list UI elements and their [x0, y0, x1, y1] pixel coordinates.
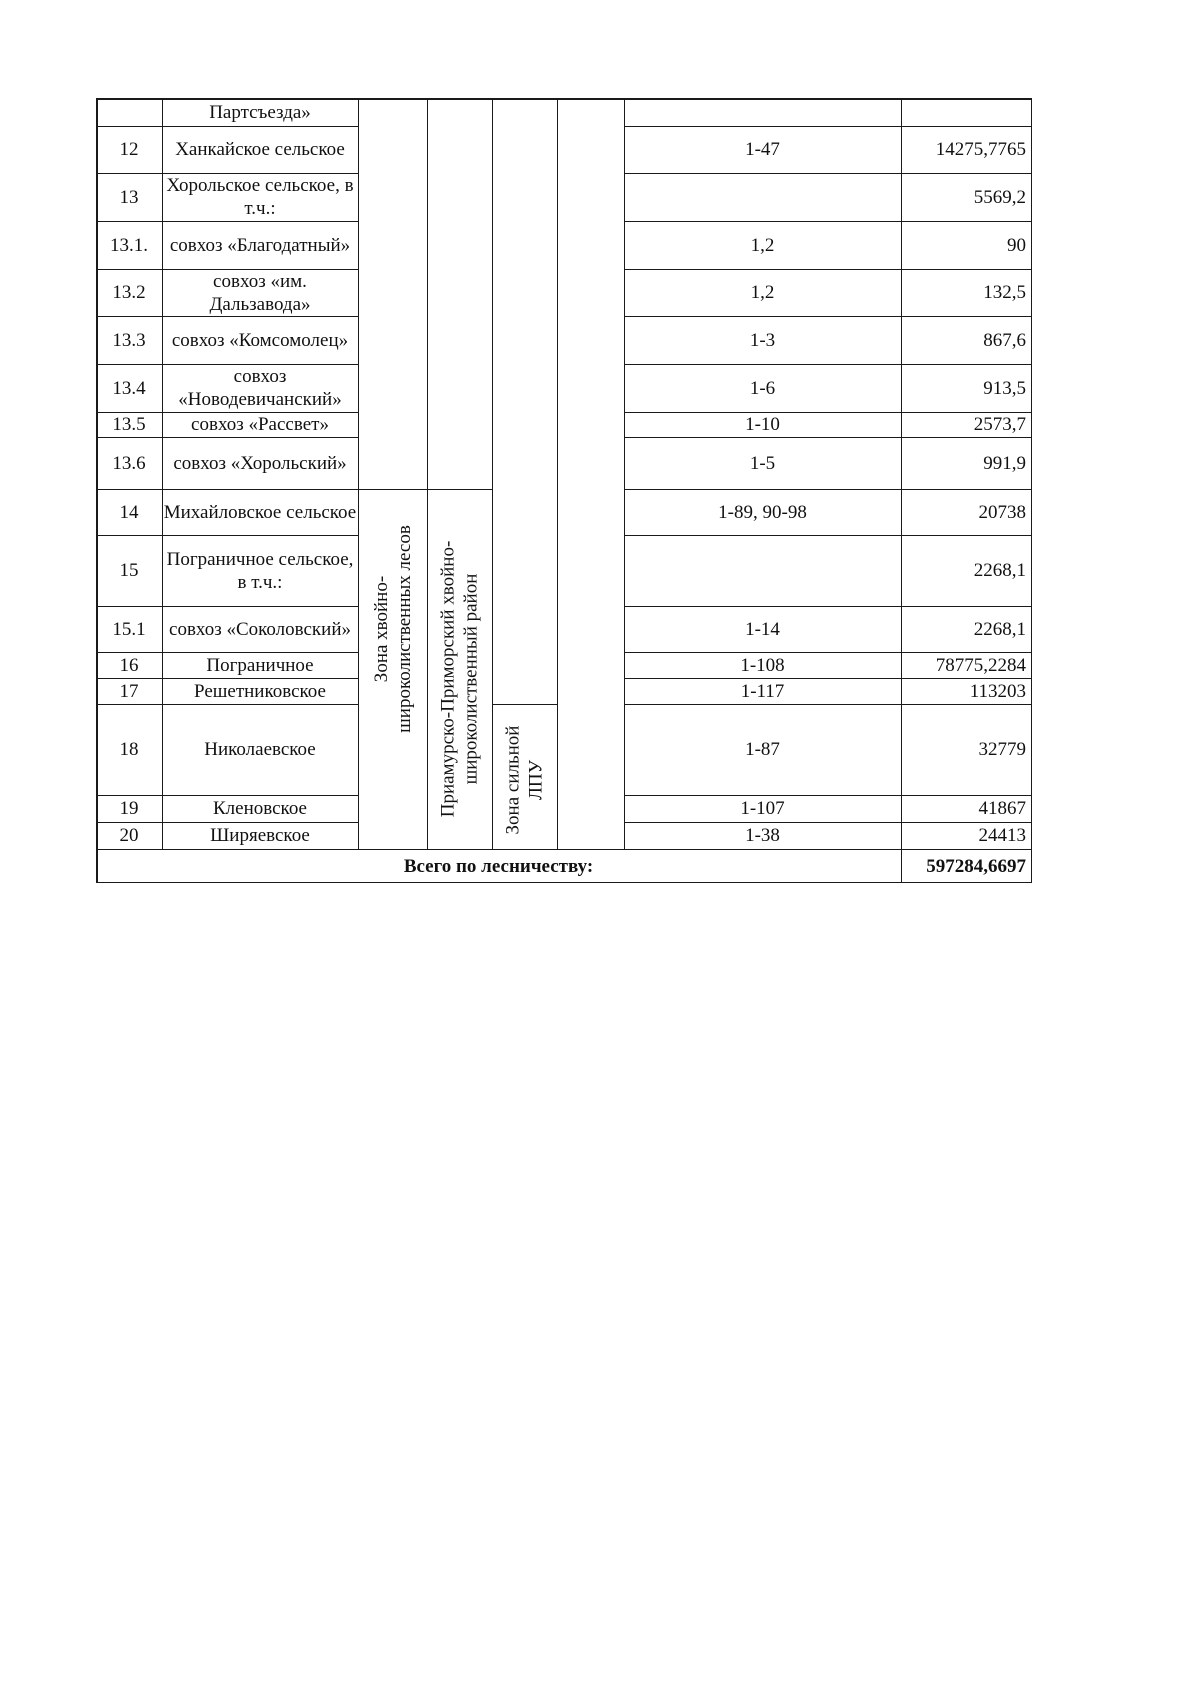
area-value: 32779 — [978, 739, 1026, 760]
row-divider — [624, 316, 1032, 317]
row-divider — [624, 437, 1032, 438]
row-number: 13.4 — [112, 377, 146, 399]
row-number: 14 — [119, 501, 139, 523]
area-value: 913,5 — [983, 377, 1026, 399]
quarter-numbers: 1-3 — [749, 329, 776, 351]
settlement-name: Кленовское — [213, 798, 307, 819]
row-divider — [96, 364, 358, 365]
quarter-numbers: 1-108 — [740, 654, 785, 676]
row-divider — [624, 606, 1032, 607]
row-number: 15 — [119, 560, 139, 581]
quarter-numbers: 1-14 — [745, 618, 780, 640]
row-divider — [624, 652, 1032, 653]
forest-region-label-line1: Приамурско-Приморский хвойно- — [437, 540, 459, 818]
row-number: 13.1. — [110, 234, 148, 256]
row-number: 20 — [119, 825, 139, 846]
table-right-border — [1031, 98, 1033, 883]
area-value: 2268,1 — [973, 618, 1026, 640]
quarter-numbers: 1-117 — [740, 680, 785, 702]
row-number: 12 — [119, 139, 139, 160]
row-divider — [96, 849, 358, 850]
row-divider — [624, 221, 1032, 222]
quarter-numbers: 1-89, 90-98 — [718, 501, 807, 523]
quarter-numbers: 1-47 — [745, 139, 780, 160]
table-left-border — [96, 98, 98, 883]
settlement-name: Николаевское — [204, 739, 316, 760]
settlement-name: Пограничное сельское, в т.ч.: — [166, 548, 354, 593]
settlement-name: совхоз «Соколовский» — [169, 618, 351, 640]
row-number: 19 — [119, 798, 139, 819]
settlement-name: Партсъезда» — [209, 101, 311, 123]
area-value: 5569,2 — [973, 186, 1026, 208]
row-divider — [96, 535, 358, 536]
row-divider — [96, 795, 358, 796]
forest-region-label-line2: широколиственный район — [460, 573, 482, 785]
row-number: 18 — [119, 739, 139, 760]
row-divider — [96, 173, 358, 174]
area-value: 41867 — [978, 798, 1026, 819]
row-number — [96, 98, 162, 126]
settlement-name: Решетниковское — [194, 680, 326, 702]
row-divider — [624, 412, 1032, 413]
area-value: 867,6 — [983, 329, 1026, 351]
table-top-border — [96, 98, 1032, 100]
forest-zone-label-line2: широколиственных лесов — [393, 525, 415, 733]
quarter-numbers: 1-5 — [749, 452, 776, 474]
row-divider — [96, 269, 358, 270]
row-divider — [624, 126, 1032, 127]
row-divider — [96, 678, 358, 679]
settlement-name: Ширяевское — [210, 825, 310, 846]
quarter-numbers: 1-38 — [745, 825, 780, 846]
settlement-name: совхоз «Комсомолец» — [171, 329, 349, 351]
row-divider — [624, 704, 1032, 705]
area-value: 78775,2284 — [935, 654, 1026, 676]
row-divider — [624, 678, 1032, 679]
settlement-name: Пограничное — [206, 654, 314, 676]
row-divider — [96, 126, 358, 127]
zone-divider — [358, 849, 624, 850]
row-number: 15.1 — [112, 618, 146, 640]
column-divider — [358, 98, 359, 849]
settlement-name: совхоз «Новодевичанский» — [178, 366, 342, 410]
area-value: 113203 — [969, 680, 1026, 702]
zone-divider — [358, 489, 492, 490]
fire-zone-label — [501, 725, 547, 834]
row-divider — [624, 795, 1032, 796]
row-divider — [96, 704, 358, 705]
total-value: 597284,6697 — [926, 855, 1026, 877]
row-divider — [96, 412, 358, 413]
row-divider — [96, 489, 358, 490]
column-divider — [557, 98, 558, 849]
settlement-name: совхоз «Рассвет» — [191, 414, 329, 435]
column-divider — [162, 98, 163, 849]
area-value: 14275,7765 — [935, 139, 1026, 160]
area-value: 2268,1 — [973, 560, 1026, 581]
total-label: Всего по лесничеству: — [403, 855, 594, 877]
settlement-name: Михайловское сельское — [163, 501, 357, 523]
quarter-numbers — [624, 535, 901, 606]
area-value: 24413 — [978, 825, 1026, 846]
row-divider — [624, 822, 1032, 823]
row-number: 13.3 — [112, 329, 146, 351]
forest-region-label — [436, 541, 482, 818]
row-divider — [624, 849, 1032, 850]
quarter-numbers — [624, 173, 901, 221]
row-divider — [624, 173, 1032, 174]
quarter-numbers: 1,2 — [750, 234, 775, 256]
row-number: 16 — [119, 654, 139, 676]
row-divider — [96, 822, 358, 823]
settlement-name: совхоз «Благодатный» — [169, 234, 351, 256]
area-value: 20738 — [978, 501, 1026, 523]
column-divider — [492, 98, 493, 849]
fire-zone-label-line1: Зона сильной — [502, 725, 524, 834]
row-divider — [96, 437, 358, 438]
row-divider — [624, 535, 1032, 536]
table-bottom-border — [96, 882, 1032, 884]
row-number: 13.2 — [112, 282, 146, 303]
quarter-numbers: 1,2 — [750, 282, 775, 303]
fire-zone-label-line2: ЛПУ — [525, 759, 547, 800]
column-divider — [901, 98, 902, 883]
area-value — [901, 98, 1032, 126]
area-value: 90 — [1007, 234, 1026, 256]
row-divider — [96, 221, 358, 222]
row-number: 13.6 — [112, 452, 146, 474]
row-number: 13 — [119, 186, 139, 208]
settlement-name: совхоз «им. Дальзавода» — [209, 270, 311, 315]
column-divider — [427, 98, 428, 849]
area-value: 132,5 — [983, 282, 1026, 303]
quarter-numbers: 1-107 — [740, 798, 785, 819]
settlement-name: Ханкайское сельское — [175, 139, 345, 160]
area-value: 2573,7 — [973, 414, 1026, 435]
row-divider — [96, 606, 358, 607]
row-divider — [624, 269, 1032, 270]
row-divider — [96, 316, 358, 317]
row-number: 13.5 — [112, 414, 146, 435]
forest-zone-label — [369, 525, 415, 733]
quarter-numbers — [624, 98, 901, 126]
quarter-numbers: 1-87 — [745, 739, 780, 760]
settlement-name: совхоз «Хорольский» — [173, 452, 347, 474]
settlement-name: Хорольское сельское, в т.ч.: — [166, 175, 354, 219]
quarter-numbers: 1-6 — [749, 377, 776, 399]
forest-zone-label-line1: Зона хвойно- — [370, 575, 392, 683]
quarter-numbers: 1-10 — [745, 414, 780, 435]
row-divider — [624, 364, 1032, 365]
row-divider — [96, 652, 358, 653]
area-value: 991,9 — [983, 452, 1026, 474]
row-number: 17 — [119, 680, 139, 702]
column-divider — [624, 98, 625, 849]
row-divider — [624, 489, 1032, 490]
zone-divider — [492, 704, 557, 705]
